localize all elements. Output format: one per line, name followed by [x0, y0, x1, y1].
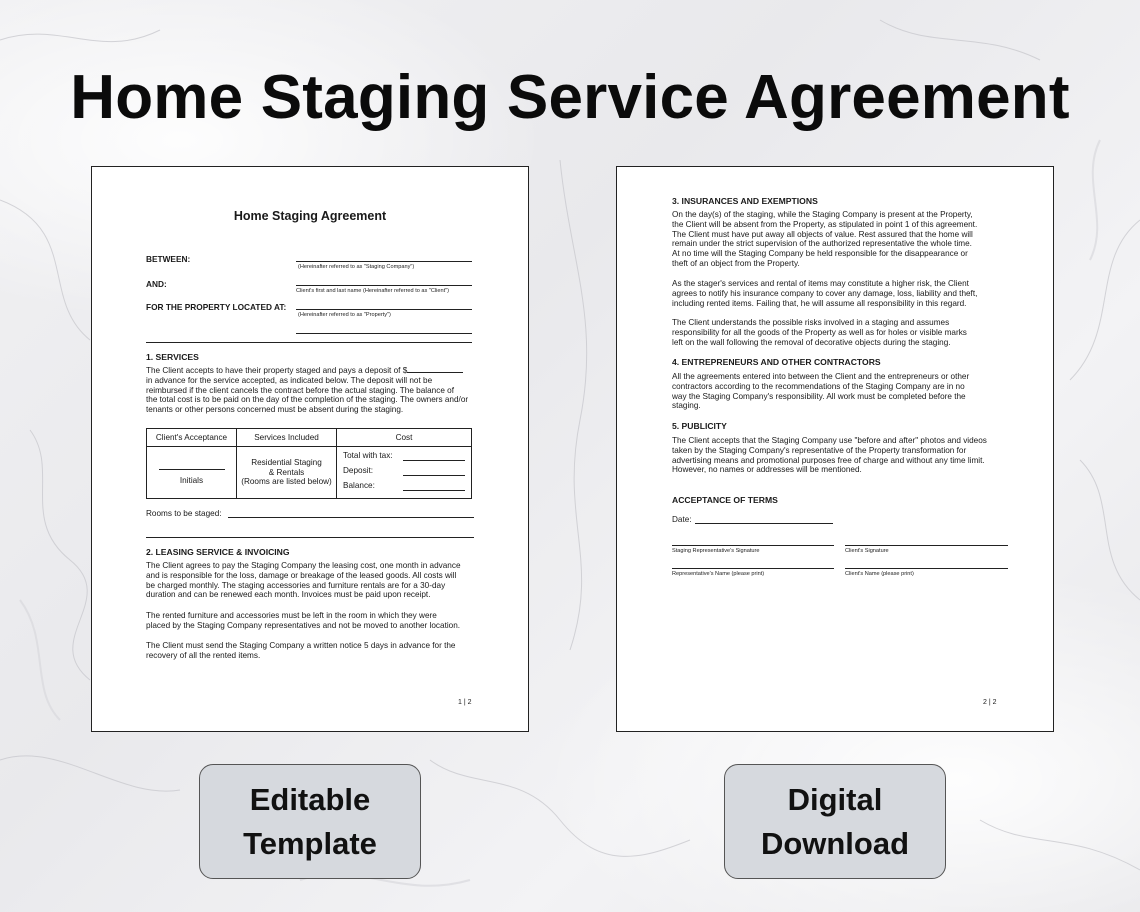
cost-deposit-line	[403, 475, 465, 476]
leasing-paragraph-3: The Client must send the Staging Company a written notice 5 days in advance for the recovery of all the rented items.	[146, 641, 456, 660]
leasing-heading: 2. LEASING SERVICE & INVOICING	[146, 547, 290, 557]
services-cell: Residential Staging & Rentals (Rooms are listed below)	[237, 447, 337, 499]
insurances-paragraph-1: On the day(s) of the staging, while the Staging Company is present at the Property, the Client will be absent from the Property, as stipulated in point 1 of this agreement. The Client must have put away all objects of value. Rest assured that the home will remain under the strict supervision of the authorized representative the whole time. At no time will the Staging Company be held responsible for the disappearance or theft of an object from the Property.	[672, 210, 978, 268]
date-label: Date:	[672, 515, 692, 524]
staging-signature-line	[672, 545, 834, 546]
insurances-heading: 3. INSURANCES AND EXEMPTIONS	[672, 196, 818, 206]
document-page-2	[616, 166, 1054, 732]
leasing-paragraph-1: The Client agrees to pay the Staging Company the leasing cost, one month in advance and is responsible for the loss, damage or breakage of the leased goods. All costs will be charged monthly. The staging accessories and furniture rentals are for a 30-day duration and can be renewed each month. Invoices must be paid upon receipt.	[146, 561, 461, 600]
document-title: Home Staging Agreement	[233, 209, 387, 223]
between-hint: (Hereinafter referred to as "Staging Company")	[298, 264, 415, 270]
date-line	[695, 523, 833, 524]
and-line	[296, 285, 472, 286]
cost-deposit-label: Deposit:	[343, 466, 374, 475]
publicity-paragraph: The Client accepts that the Staging Company use "before and after" photos and videos taken by the Staging Company's representative of the Property transformation for advertising means and promotional purposes free of charge and without any time limit. However, no names or addresses will be mentioned.	[672, 436, 987, 475]
cost-total-line	[403, 460, 465, 461]
property-line-2	[296, 333, 472, 334]
entrepreneurs-heading: 4. ENTREPRENEURS AND OTHER CONTRACTORS	[672, 357, 881, 367]
services-text: The Client accepts to have their property staged and pays a deposit of $ in advance for the service accepted, as indicated below. The deposit will not be reimbursed if the client cancels the contract before the actual staging. The balance of the total cost is to be paid on the day of the completion of the staging. The owners and/or tenants or other persons concerned must be absent during the staging.	[146, 366, 469, 415]
page-number: 2 | 2	[983, 699, 997, 706]
rooms-line	[228, 517, 474, 518]
rep-name-line	[672, 568, 834, 569]
main-title: Home Staging Service Agreement	[70, 63, 1070, 132]
staging-signature-label: Staging Representative's Signature	[672, 548, 760, 554]
property-label: FOR THE PROPERTY LOCATED AT:	[146, 302, 287, 312]
cost-total-label: Total with tax:	[343, 451, 393, 460]
property-line	[296, 309, 472, 310]
publicity-heading: 5. PUBLICITY	[672, 421, 727, 431]
cost-cell	[337, 447, 472, 499]
client-name-label: Client's Name (please print)	[845, 571, 914, 577]
services-heading: 1. SERVICES	[146, 352, 199, 362]
client-signature-label: Client's Signature	[845, 548, 889, 554]
entrepreneurs-paragraph: All the agreements entered into between the Client and the entrepreneurs or other contractors according to the recommendations of the Staging Company are in no way the Staging Company's responsibility. All work must be completed before the staging.	[672, 372, 970, 411]
and-hint: Client's first and last name (Hereinafter referred to as "Client")	[296, 288, 450, 294]
rooms-line-2	[146, 537, 474, 538]
between-line	[296, 261, 472, 262]
and-label: AND:	[146, 279, 167, 289]
rep-name-label: Representative's Name (please print)	[672, 571, 765, 577]
editable-template-badge: Editable Template	[199, 764, 421, 879]
client-signature-line	[845, 545, 1008, 546]
table-header-cost: Cost	[337, 429, 472, 447]
acceptance-cell	[147, 447, 237, 499]
page-number: 1 | 2	[458, 699, 472, 706]
insurances-paragraph-2: As the stager's services and rental of items may constitute a higher risk, the Client agrees to notify his insurance company to cover any damage, loss, liability and theft, including rented items. Failing that, he will assume all responsibility in this regard.	[672, 279, 978, 308]
leasing-paragraph-2: The rented furniture and accessories must be left in the room in which they were placed by the Staging Company representatives and not be moved to another location.	[146, 611, 461, 630]
cost-balance-label: Balance:	[343, 481, 375, 490]
document-page-1	[91, 166, 529, 732]
section-divider	[146, 342, 472, 343]
digital-download-badge: Digital Download	[724, 764, 946, 879]
table-header-services: Services Included	[237, 429, 337, 447]
client-name-line	[845, 568, 1008, 569]
acceptance-heading: ACCEPTANCE OF TERMS	[672, 495, 778, 505]
rooms-label: Rooms to be staged:	[146, 509, 222, 518]
between-label: BETWEEN:	[146, 254, 191, 264]
services-table	[146, 428, 472, 499]
cost-balance-line	[403, 490, 465, 491]
initials-label: Initials	[179, 475, 204, 485]
property-hint: (Hereinafter referred to as "Property")	[298, 312, 391, 318]
insurances-paragraph-3: The Client understands the possible risks involved in a staging and assumes responsibility for all the goods of the Property as well as for holes or visible marks left on the wall following the removal of decorative objects during the staging.	[672, 318, 967, 347]
table-header-acceptance: Client's Acceptance	[147, 429, 237, 447]
